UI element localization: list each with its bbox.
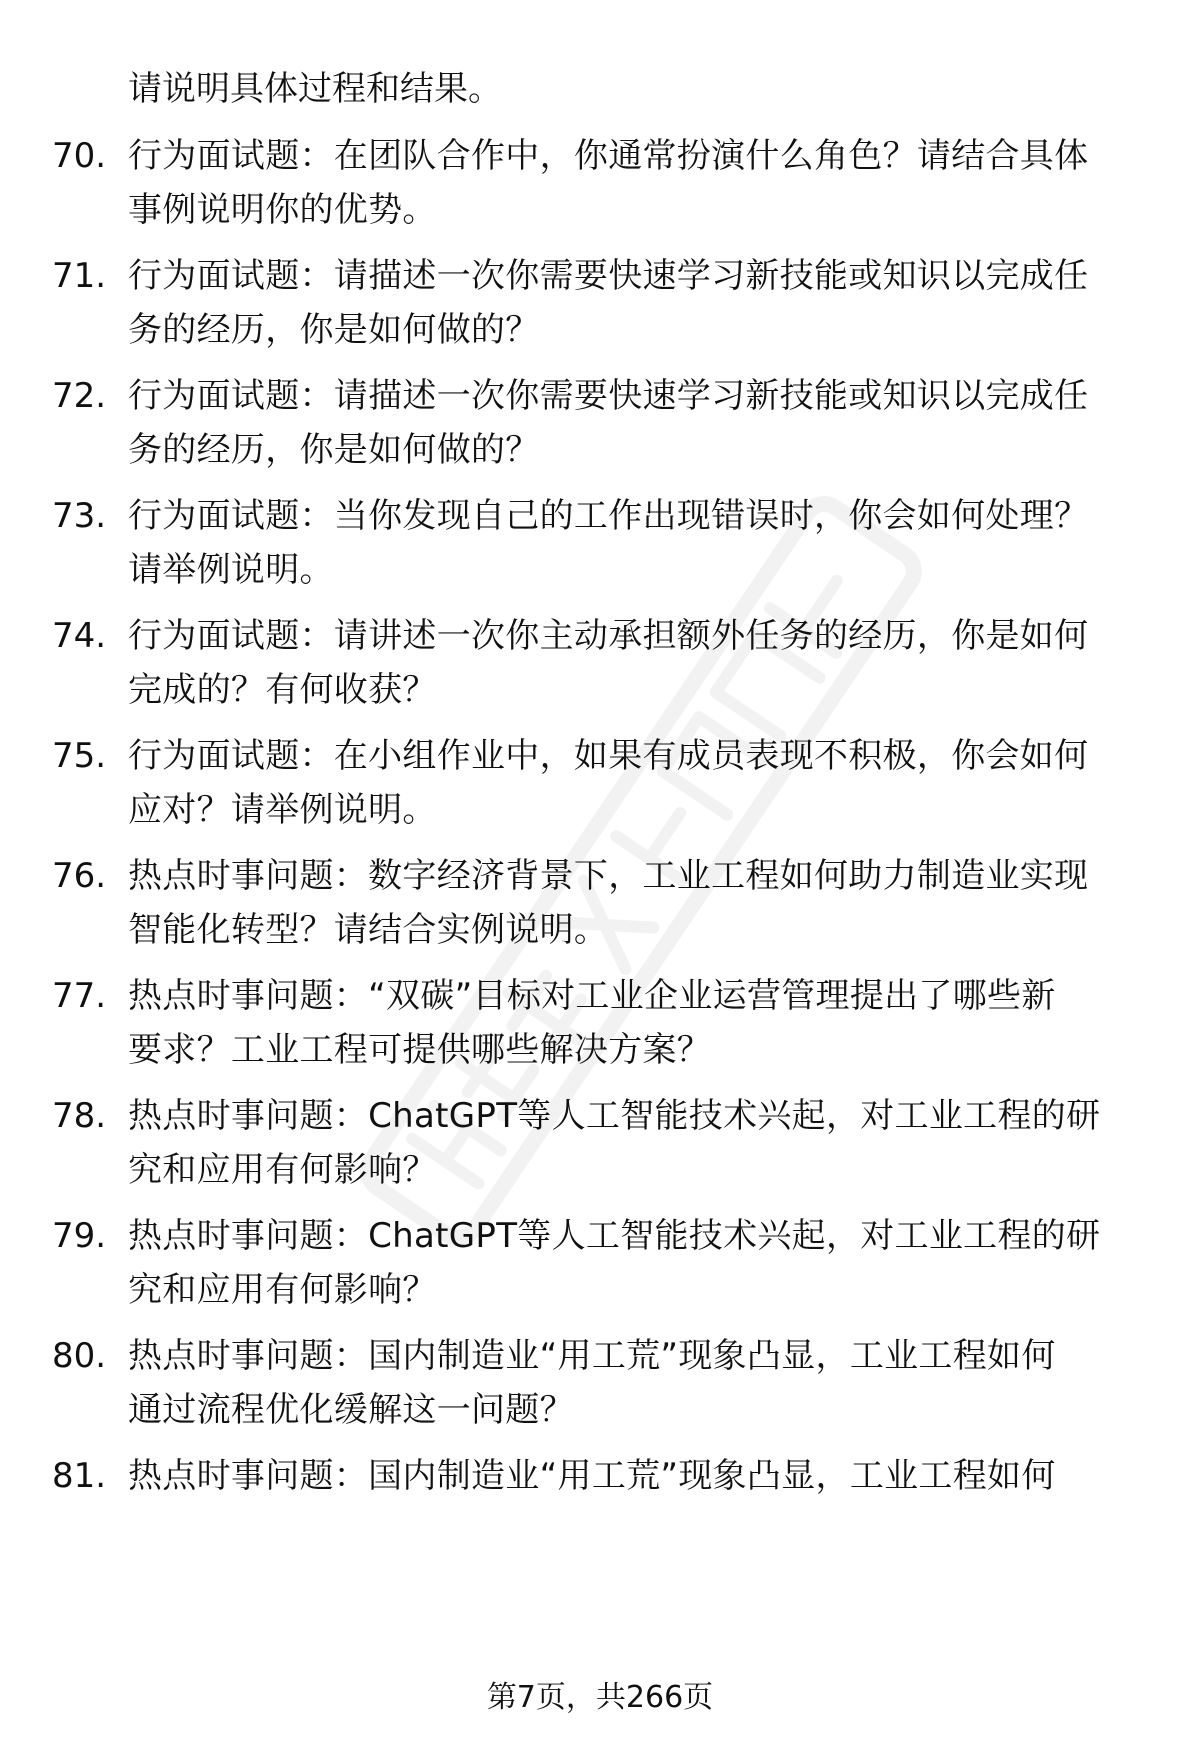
question-item	[0, 1089, 1200, 1209]
question-number: 71.	[52, 256, 107, 296]
question-item	[0, 849, 1200, 969]
question-number: 77.	[52, 976, 107, 1016]
question-line: 行为面试题：在团队合作中，你通常扮演什么角色？请结合具体	[128, 136, 1089, 176]
question-number: 79.	[52, 1216, 107, 1256]
question-text	[128, 969, 1138, 1077]
question-text	[128, 249, 1138, 357]
question-text	[128, 729, 1138, 837]
question-text	[128, 1209, 1138, 1317]
question-number: 80.	[52, 1336, 107, 1376]
question-text	[128, 129, 1138, 237]
question-line: 究和应用有何影响？	[128, 1270, 437, 1310]
question-item	[0, 489, 1200, 609]
question-item	[0, 1329, 1200, 1449]
question-item	[0, 1209, 1200, 1329]
question-line: 要求？工业工程可提供哪些解决方案？	[128, 1030, 712, 1070]
question-number: 70.	[52, 136, 107, 176]
question-text	[128, 369, 1138, 477]
question-line: 行为面试题：请讲述一次你主动承担额外任务的经历，你是如何	[128, 616, 1089, 656]
question-text	[128, 849, 1138, 957]
question-line: 事例说明你的优势。	[128, 190, 437, 230]
question-line: 行为面试题：请描述一次你需要快速学习新技能或知识以完成任	[128, 376, 1089, 416]
question-item	[0, 729, 1200, 849]
question-line: 务的经历，你是如何做的？	[128, 310, 540, 350]
question-line: 究和应用有何影响？	[128, 1150, 437, 1190]
question-line: 行为面试题：当你发现自己的工作出现错误时，你会如何处理？	[128, 496, 1089, 536]
question-number: 76.	[52, 856, 107, 896]
question-item	[0, 369, 1200, 489]
question-text	[128, 1449, 1138, 1503]
page-footer: 第7页，共266页	[486, 1680, 714, 1715]
question-item	[0, 609, 1200, 729]
question-text	[128, 609, 1138, 717]
question-number: 78.	[52, 1096, 107, 1136]
question-line: 通过流程优化缓解这一问题？	[128, 1390, 574, 1430]
question-line: 热点时事问题：ChatGPT等人工智能技术兴起，对工业工程的研	[128, 1216, 1101, 1256]
question-line: 完成的？有何收获？	[128, 670, 437, 710]
question-line: 行为面试题：在小组作业中，如果有成员表现不积极，你会如何	[128, 736, 1089, 776]
question-line: 务的经历，你是如何做的？	[128, 430, 540, 470]
question-line: 热点时事问题：数字经济背景下，工业工程如何助力制造业实现	[128, 856, 1089, 896]
question-number: 74.	[52, 616, 107, 656]
question-line: 热点时事问题：国内制造业“用工荒”现象凸显，工业工程如何	[128, 1456, 1056, 1496]
question-text	[128, 489, 1138, 597]
question-item	[0, 129, 1200, 249]
question-item	[0, 1449, 1200, 1569]
question-text	[128, 1089, 1138, 1197]
question-text	[128, 1329, 1138, 1437]
question-line: 应对？请举例说明。	[128, 790, 437, 830]
question-line: 热点时事问题：国内制造业“用工荒”现象凸显，工业工程如何	[128, 1336, 1056, 1376]
question-number: 81.	[52, 1456, 107, 1496]
question-line: 请举例说明。	[128, 550, 334, 590]
question-line: 智能化转型？请结合实例说明。	[128, 910, 609, 950]
question-number: 73.	[52, 496, 107, 536]
question-line: 行为面试题：请描述一次你需要快速学习新技能或知识以完成任	[128, 256, 1089, 296]
continuation-text: 请说明具体过程和结果。	[128, 69, 502, 109]
question-line: 热点时事问题：“双碳”目标对工业企业运营管理提出了哪些新	[128, 976, 1056, 1016]
question-item	[0, 249, 1200, 369]
question-number: 72.	[52, 376, 107, 416]
question-item	[0, 969, 1200, 1089]
question-line: 热点时事问题：ChatGPT等人工智能技术兴起，对工业工程的研	[128, 1096, 1101, 1136]
question-number: 75.	[52, 736, 107, 776]
